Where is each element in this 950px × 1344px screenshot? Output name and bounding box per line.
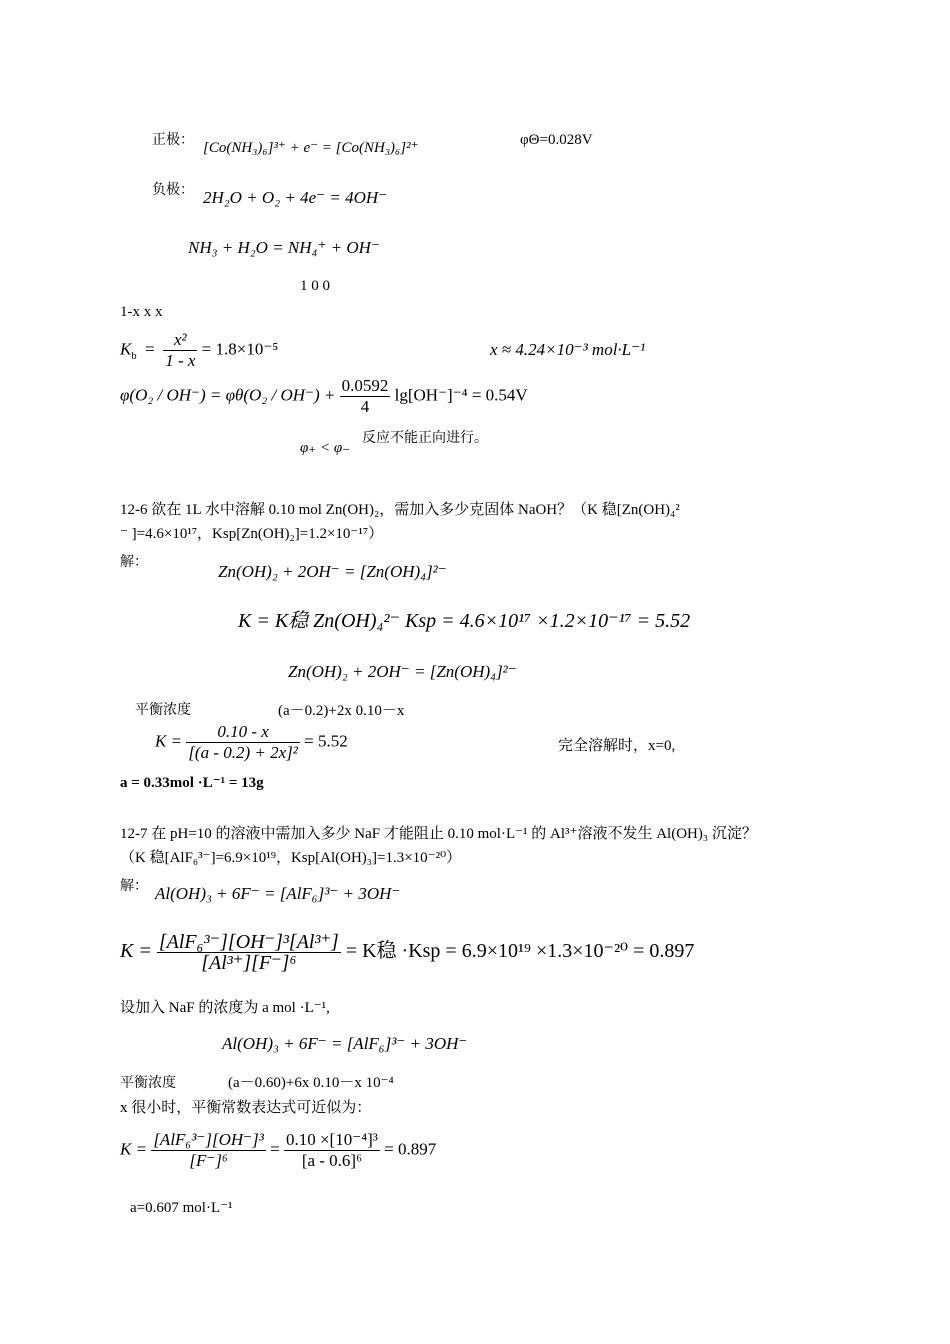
answer-12-6: a = 0.33mol ·L⁻¹ = 13g [120, 775, 264, 791]
positive-electrode-label: 正极： [152, 132, 194, 148]
al-k2-denominator-2: [a - 0.6]⁶ [301, 1151, 363, 1170]
initial-values: 1 0 0 [300, 278, 330, 294]
zn-k2-rhs: = 5.52 [304, 731, 348, 751]
complete-dissolution-note: 完全溶解时，x=0, [558, 738, 676, 754]
al-k-denominator: [Al³⁺][F⁻]⁶ [201, 952, 297, 974]
x-result: x ≈ 4.24×10⁻³ mol·L⁻¹ [490, 340, 646, 359]
zn-equation-1: Zn(OH)₂ + 2OH⁻ = [Zn(OH)₄]²⁻ [218, 562, 447, 581]
al-k-numerator: [AlF₆³⁻][OH⁻]³[Al³⁺] [158, 931, 339, 953]
zn-k2-lhs: K = [155, 731, 183, 751]
negative-electrode-equation: 2H₂O + O₂ + 4e⁻ = 4OH⁻ [203, 188, 388, 207]
ammonia-equilibrium: NH₃ + H₂O = NH₄⁺ + OH⁻ [188, 238, 380, 257]
potential-comparison: φ₊ < φ₋ [300, 440, 351, 456]
al-k2-expression [120, 1130, 436, 1171]
problem-12-6-line1: 12-6 欲在 1L 水中溶解 0.10 mol Zn(OH)₂，需加入多少克固体 NaOH？（K 稳[Zn(OH)₄² [120, 502, 680, 518]
approximation-note: x 很小时，平衡常数表达式可近似为： [120, 1100, 372, 1116]
al-k2-equals: = [270, 1139, 280, 1159]
zn-equation-2: Zn(OH)₂ + 2OH⁻ = [Zn(OH)₄]²⁻ [288, 662, 517, 681]
problem-12-6-line2: ⁻ ]=4.6×10¹⁷，Ksp[Zn(OH)₂]=1.2×10⁻¹⁷） [120, 526, 384, 542]
zn-k2-expression [155, 722, 348, 763]
al-k2-lhs: K = [120, 1139, 148, 1159]
solution-label-12-7: 解： [120, 878, 148, 894]
al-k2-numerator-1: [AlF₆³⁻][OH⁻]³ [153, 1130, 264, 1149]
conclusion-text: 反应不能正向进行。 [362, 430, 488, 446]
equilibrium-concentration-values-12-6: (a－0.2)+2x 0.10－x [278, 703, 405, 719]
equilibrium-values: 1-x x x [120, 304, 163, 320]
kb-symbol: K [120, 339, 132, 359]
al-equation-1: Al(OH)₃ + 6F⁻ = [AlF₆]³⁻ + 3OH⁻ [155, 884, 401, 903]
al-k2-numerator-2: 0.10 ×[10⁻⁴]³ [285, 1130, 378, 1149]
zn-k2-denominator: [(a - 0.2) + 2x]² [188, 743, 298, 762]
nernst-denominator: 4 [360, 397, 370, 416]
kb-value: = 1.8×10⁻⁵ [201, 339, 279, 359]
kb-numerator: x² [163, 330, 197, 351]
nernst-rhs: lg[OH⁻]⁻⁴ = 0.54V [394, 385, 528, 405]
zn-k-expression: K = K稳 Zn(OH)₄²⁻ Ksp = 4.6×10¹⁷ ×1.2×10⁻¹⁷ = 5.52 [238, 610, 691, 632]
al-k-expression [120, 932, 694, 973]
al-k2-rhs: = 0.897 [384, 1139, 437, 1159]
nernst-numerator: 0.0592 [341, 376, 389, 395]
al-k-rhs: = K稳 ·Ksp = 6.9×10¹⁹ ×1.3×10⁻²⁰ = 0.897 [345, 940, 695, 963]
equilibrium-concentration-label-12-6: 平衡浓度 [135, 702, 191, 718]
answer-12-7: a=0.607 mol·L⁻¹ [130, 1200, 233, 1216]
problem-12-7-line2: （K 稳[AlF₆³⁻]=6.9×10¹⁹，Ksp[Al(OH)₃]=1.3×10⁻²⁰） [120, 850, 462, 866]
assume-concentration: 设加入 NaF 的浓度为 a mol ·L⁻¹, [120, 1000, 330, 1016]
kb-expression: $K_b$ = $\frac{\text{x²}}{1 - x}$ = 1.8×10⁻⁵ [120, 330, 279, 370]
solution-label-12-6: 解： [120, 554, 148, 570]
al-equation-2: Al(OH)₃ + 6F⁻ = [AlF₆]³⁻ + 3OH⁻ [222, 1034, 468, 1053]
standard-potential: φΘ=0.028V [520, 132, 593, 148]
equilibrium-concentration-label-12-7: 平衡浓度 [120, 1075, 176, 1091]
equilibrium-concentration-values-12-7: (a－0.60)+6x 0.10－x 10⁻⁴ [228, 1075, 394, 1091]
al-k-lhs: K = [120, 940, 152, 963]
negative-electrode-label: 负极： [152, 182, 194, 198]
kb-denominator: 1 - x [165, 351, 196, 370]
positive-electrode-equation: [Co(NH₃)₆]³⁺ + e⁻ = [Co(NH₃)₆]²⁺ [203, 140, 419, 156]
nernst-lhs: φ(O₂ / OH⁻) = φθ(O₂ / OH⁻) + [120, 385, 336, 405]
kb-subscript: b [131, 350, 137, 362]
zn-k2-numerator: 0.10 - x [186, 722, 300, 743]
nernst-expression [120, 376, 528, 417]
problem-12-7-line1: 12-7 在 pH=10 的溶液中需加入多少 NaF 才能阻止 0.10 mol·L⁻¹ 的 Al³⁺溶液不发生 Al(OH)₃ 沉淀？ [120, 826, 757, 842]
al-k2-denominator-1: [F⁻]⁶ [189, 1151, 228, 1170]
